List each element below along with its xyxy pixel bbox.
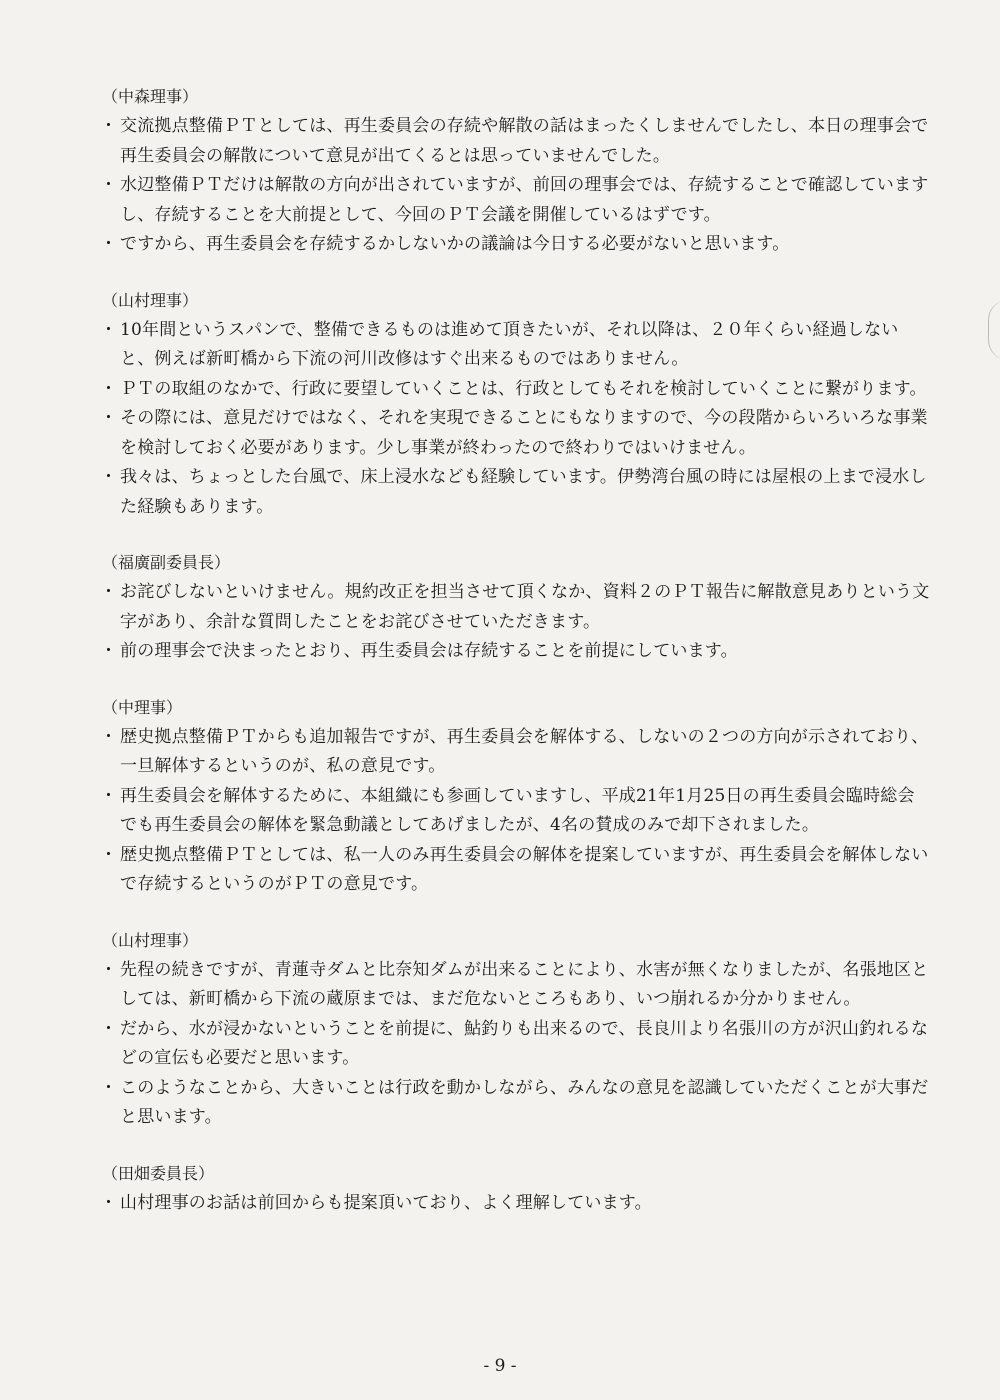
statement-item: ・ 歴史拠点整備ＰＴとしては、私一人のみ再生委員会の解体を提案していますが、再生委員会を解体しないで存続するというのがＰＴの意見です。 — [100, 841, 930, 900]
statement-item: ・ 水辺整備ＰＴだけは解散の方向が出されていますが、前回の理事会では、存続することで確認していますし、存続することを大前提として、今回のＰＴ会議を開催しているはずです。 — [100, 171, 930, 230]
speaker-section — [100, 1159, 930, 1219]
speaker-section — [100, 82, 930, 260]
speaker-section — [100, 548, 930, 667]
statement-item: ・ 前の理事会で決まったとおり、再生委員会は存続することを前提にしています。 — [100, 637, 930, 667]
statement-item: ・ だから、水が浸かないということを前提に、鮎釣りも出来るので、長良川より名張川の方が沢山釣れるなどの宣伝も必要だと思います。 — [100, 1015, 930, 1074]
statement-item: ・ 交流拠点整備ＰＴとしては、再生委員会の存続や解散の話はまったくしませんでしたし、本日の理事会で再生委員会の解散について意見が出てくるとは思っていませんでした。 — [100, 112, 930, 171]
statement-item: ・ ＰＴの取組のなかで、行政に要望していくことは、行政としてもそれを検討していくことに繋がります。 — [100, 375, 930, 405]
statement-item: ・ 我々は、ちょっとした台風で、床上浸水なども経験しています。伊勢湾台風の時には屋根の上まで浸水した経験もあります。 — [100, 463, 930, 522]
page-number: - 9 - — [483, 1356, 517, 1376]
speaker-name: （山村理事） — [102, 930, 199, 950]
statement-item: ・ お詫びしないといけません。規約改正を担当させて頂くなか、資料２のＰＴ報告に解散意見ありという文字があり、余計な質問したことをお詫びさせていただきます。 — [100, 578, 930, 637]
statement-item: ・ 歴史拠点整備ＰＴからも追加報告ですが、再生委員会を解体する、しないの２つの方向が示されており、一旦解体するというのが、私の意見です。 — [100, 723, 930, 782]
speaker-name: （福廣副委員長） — [102, 553, 231, 572]
speaker-section — [100, 693, 930, 900]
speaker-name: （山村理事） — [102, 290, 199, 310]
speaker-section — [100, 286, 930, 523]
statement-item: ・ 10年間というスパンで、整備できるものは進めて頂きたいが、それ以降は、２０年くらい経過しないと、例えば新町橋から下流の河川改修はすぐ出来るものではありません。 — [100, 316, 930, 375]
speaker-name: （中理事） — [102, 697, 183, 717]
statement-item: ・ 先程の続きですが、青蓮寺ダムと比奈知ダムが出来ることにより、水害が無くなりましたが、名張地区としては、新町橋から下流の蔵原までは、まだ危ないところもあり、いつ崩れるか分かりません。 — [100, 956, 930, 1015]
speaker-section — [100, 926, 930, 1133]
minutes-body — [100, 82, 930, 1244]
speaker-name: （中森理事） — [102, 87, 199, 106]
statement-item: ・ このようなことから、大きいことは行政を動かしながら、みんなの意見を認識していただくことが大事だと思います。 — [100, 1074, 930, 1133]
statement-item: ・ その際には、意見だけではなく、それを実現できることにもなりますので、今の段階からいろいろな事業を検討しておく必要があります。少し事業が終わったので終わりではいけません。 — [100, 404, 930, 463]
statement-item: ・ ですから、再生委員会を存続するかしないかの議論は今日する必要がないと思います。 — [100, 230, 930, 260]
statement-item: ・ 山村理事のお話は前回からも提案頂いており、よく理解しています。 — [100, 1189, 930, 1219]
statement-item: ・ 再生委員会を解体するために、本組織にも参画していますし、平成21年1月25日の再生委員会臨時総会でも再生委員会の解体を緊急動議としてあげましたが、4名の賛成のみで却下されました。 — [100, 782, 930, 841]
speaker-name: （田畑委員長） — [102, 1163, 215, 1183]
page-edge-mark — [988, 300, 1000, 360]
